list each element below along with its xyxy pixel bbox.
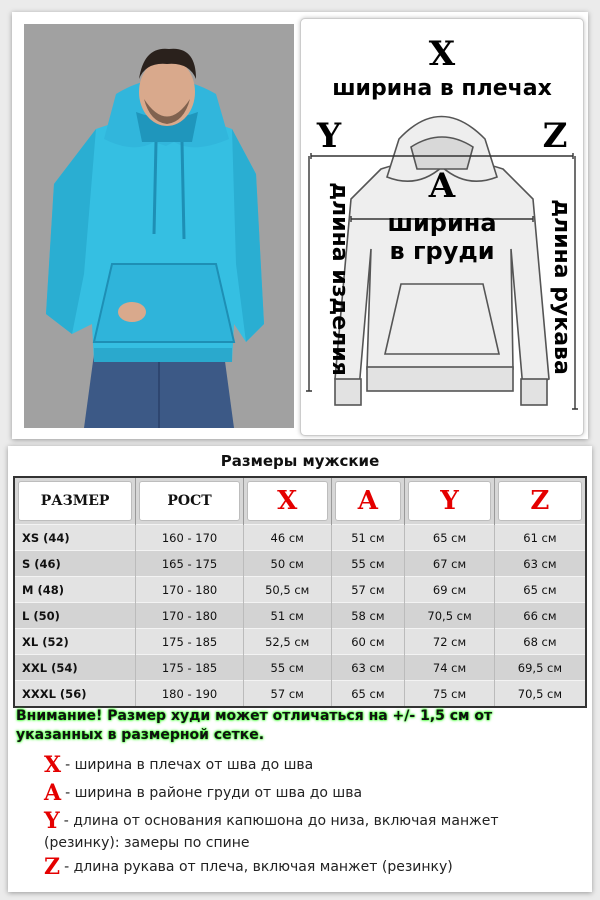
legend-letter-a: A	[44, 780, 62, 806]
x-cell: 50 см	[243, 551, 331, 577]
z-cell: 65 см	[494, 577, 586, 603]
a-letter: A	[428, 166, 456, 206]
legend-text-z: - длина рукава от плеча, включая манжет (резинку)	[64, 859, 453, 875]
x-cell: 52,5 см	[243, 629, 331, 655]
legend-item-y	[44, 810, 544, 854]
table-row	[14, 655, 586, 681]
a-cell: 60 см	[331, 629, 405, 655]
z-cell: 61 см	[494, 525, 586, 551]
size-cell: S (46)	[14, 551, 136, 577]
size-cell: XL (52)	[14, 629, 136, 655]
header-a: A	[331, 477, 405, 525]
legend-letter-z: Z	[44, 854, 61, 880]
x-cell: 50,5 см	[243, 577, 331, 603]
height-cell: 165 - 175	[136, 551, 244, 577]
table-row	[14, 681, 586, 708]
y-cell: 75 см	[405, 681, 495, 708]
model-illustration	[24, 24, 294, 428]
size-table-header	[14, 477, 586, 525]
height-cell: 160 - 170	[136, 525, 244, 551]
height-cell: 170 - 180	[136, 577, 244, 603]
legend-letter-x: X	[44, 752, 62, 778]
y-cell: 67 см	[405, 551, 495, 577]
y-cell: 70,5 см	[405, 603, 495, 629]
z-cell: 66 см	[494, 603, 586, 629]
size-table	[13, 476, 587, 708]
chest-width-label-line2: в груди	[389, 237, 495, 265]
legend-text-y: - длина от основания капюшона до низа, включая манжет (резинку): замеры по спине	[44, 813, 499, 851]
x-cell: 57 см	[243, 681, 331, 708]
legend-letter-y: Y	[44, 808, 60, 834]
legend-item-a	[44, 782, 544, 804]
z-cell: 63 см	[494, 551, 586, 577]
a-cell: 65 см	[331, 681, 405, 708]
hoodie-sketch	[301, 19, 583, 435]
y-cell: 72 см	[405, 629, 495, 655]
size-cell: XXXL (56)	[14, 681, 136, 708]
z-cell: 70,5 см	[494, 681, 586, 708]
legend-text-x: - ширина в плечах от шва до шва	[65, 757, 314, 773]
shoulder-width-label: ширина в плечах	[332, 76, 552, 101]
a-cell: 55 см	[331, 551, 405, 577]
legend-text-a: - ширина в районе груди от шва до шва	[65, 785, 363, 801]
header-height: РОСТ	[136, 477, 244, 525]
a-cell: 51 см	[331, 525, 405, 551]
header-size: РАЗМЕР	[14, 477, 136, 525]
z-cell: 68 см	[494, 629, 586, 655]
size-warning-note: Внимание! Размер худи может отличаться на +/- 1,5 см от указанных в размерной сетке.	[16, 708, 493, 743]
legend-item-z	[44, 856, 544, 878]
size-cell: XXL (54)	[14, 655, 136, 681]
z-cell: 69,5 см	[494, 655, 586, 681]
size-table-title: Размеры мужские	[220, 452, 380, 470]
a-cell: 63 см	[331, 655, 405, 681]
a-cell: 58 см	[331, 603, 405, 629]
measurement-diagram	[300, 18, 584, 436]
table-row	[14, 551, 586, 577]
x-cell: 46 см	[243, 525, 331, 551]
model-photo	[24, 24, 294, 428]
height-cell: 175 - 185	[136, 655, 244, 681]
x-cell: 51 см	[243, 603, 331, 629]
z-letter: Z	[542, 116, 568, 156]
size-cell: L (50)	[14, 603, 136, 629]
chest-width-label-line1: ширина	[387, 209, 497, 237]
header-z: Z	[494, 477, 586, 525]
sleeve-length-label: длина рукава	[549, 199, 574, 375]
size-cell: XS (44)	[14, 525, 136, 551]
table-row	[14, 525, 586, 551]
size-cell: M (48)	[14, 577, 136, 603]
height-cell: 175 - 185	[136, 629, 244, 655]
y-letter: Y	[316, 116, 342, 156]
garment-length-label: длина изделия	[327, 182, 352, 376]
y-cell: 69 см	[405, 577, 495, 603]
table-row	[14, 629, 586, 655]
height-cell: 180 - 190	[136, 681, 244, 708]
header-x: X	[243, 477, 331, 525]
y-cell: 65 см	[405, 525, 495, 551]
table-row	[14, 603, 586, 629]
x-cell: 55 см	[243, 655, 331, 681]
table-row	[14, 577, 586, 603]
a-cell: 57 см	[331, 577, 405, 603]
y-cell: 74 см	[405, 655, 495, 681]
height-cell: 170 - 180	[136, 603, 244, 629]
header-y: Y	[405, 477, 495, 525]
legend-item-x	[44, 754, 544, 776]
x-letter: X	[428, 34, 456, 74]
